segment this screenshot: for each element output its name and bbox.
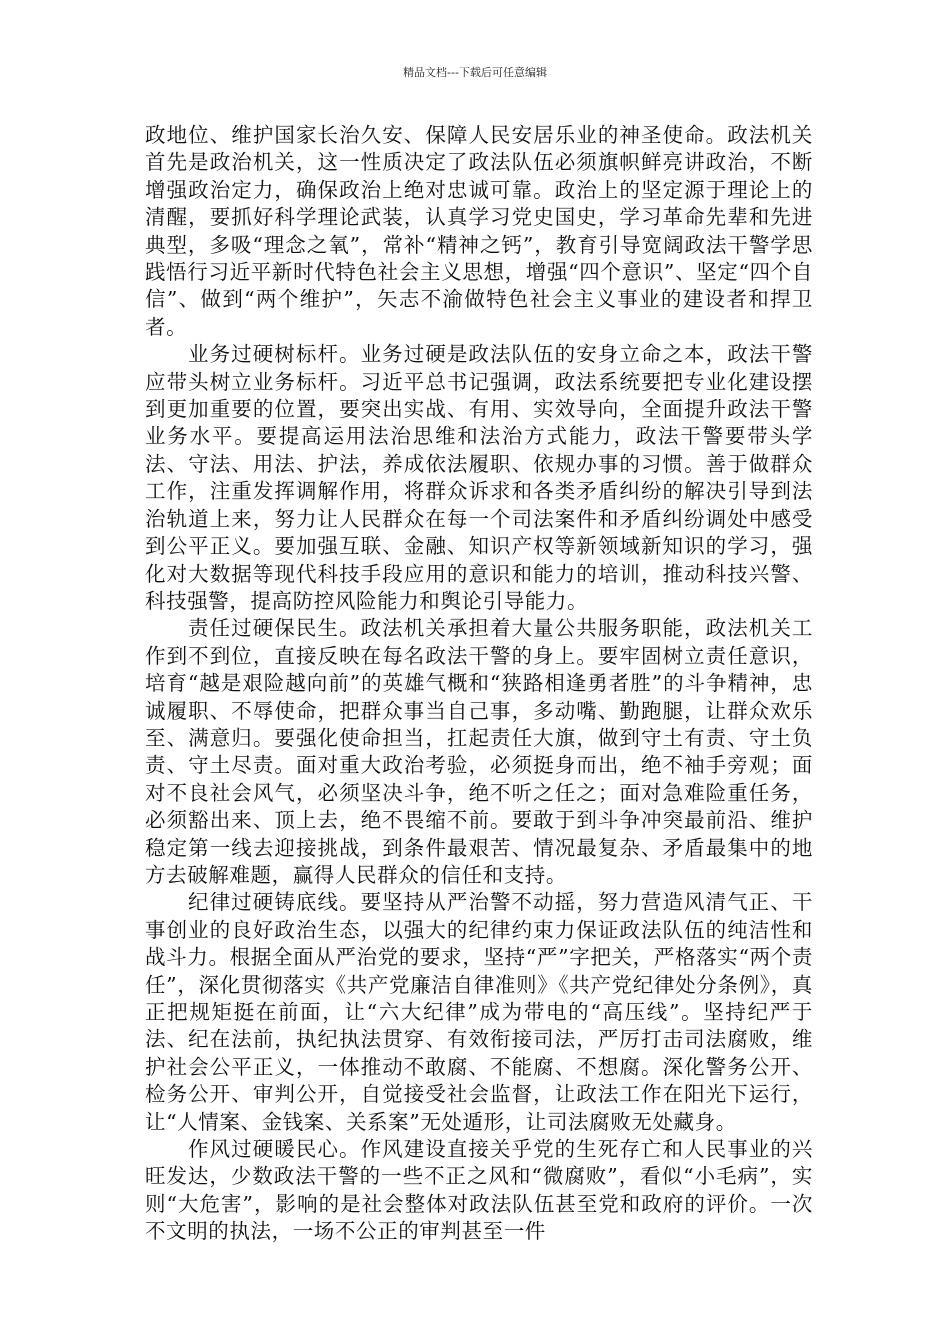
paragraph-3: 责任过硬保民生。政法机关承担着大量公共服务职能，政法机关工作到不到位，直接反映在每名政法干警的身上。要牢固树立责任意识，培育“越是艰险越向前”的英雄气概和“狭路相逢勇者胜”的斗争精神，忠诚履职、不辱使命，把群众事当自己事，多动嘴、勤跑腿，让群众欢乐至、满意归。要强化使命担当，扛起责任大旗，做到守土有责、守土负责、守土尽责。面对重大政治考验，必须挺身而出，绝不袖手旁观；面对不良社会风气，必须坚决斗争，绝不听之任之；面对急难险重任务，必须豁出来、顶上去，绝不畏缩不前。要敢于到斗争冲突最前沿、维护稳定第一线去迎接挑战，到条件最艰苦、情况最复杂、矛盾最集中的地方去破解难题，赢得人民群众的信任和支持。 [145,616,813,887]
paragraph-1: 政地位、维护国家长治久安、保障人民安居乐业的神圣使命。政法机关首先是政治机关，这一性质决定了政法队伍必须旗帜鲜亮讲政治，不断增强政治定力，确保政治上绝对忠诚可靠。政治上的坚定源于理论上的清醒，要抓好科学理论武装，认真学习党史国史，学习革命先辈和先进典型，多吸“理念之氧”，常补“精神之钙”，教育引导宽阔政法干警学思践悟行习近平新时代特色社会主义思想，增强“四个意识”、坚定“四个自信”、做到“两个维护”，矢志不渝做特色社会主义事业的建设者和捍卫者。 [145,123,813,339]
paragraph-4: 纪律过硬铸底线。要坚持从严治警不动摇，努力营造风清气正、干事创业的良好政治生态，以强大的纪律约束力保证政法队伍的纯洁性和战斗力。根据全面从严治党的要求，坚持“严”字把关，严格落实“两个责任”，深化贯彻落实《共产党廉洁自律准则》《共产党纪律处分条例》，真正把规矩挺在前面，让“六大纪律”成为带电的“高压线”。坚持纪严于法、纪在法前，执纪执法贯穿、有效衔接司法，严厉打击司法腐败，维护社会公平正义，一体推动不敢腐、不能腐、不想腐。深化警务公开、检务公开、审判公开，自觉接受社会监督，让政法工作在阳光下运行，让“人情案、金钱案、关系案”无处遁形，让司法腐败无处藏身。 [145,890,813,1134]
document-body [145,122,813,1246]
paragraph-5: 作风过硬暖民心。作风建设直接关乎党的生死存亡和人民事业的兴旺发达，少数政法干警的一些不正之风和“微腐败”，看似“小毛病”，实则“大危害”，影响的是社会整体对政法队伍甚至党和政府的评价。一次不文明的执法，一场不公正的审判甚至一件 [145,1137,813,1244]
page-header: 精品文档---下载后可任意编辑 [403,66,547,79]
paragraph-2: 业务过硬树标杆。业务过硬是政法队伍的安身立命之本，政法干警应带头树立业务标杆。习近平总书记强调，政法系统要把专业化建设摆到更加重要的位置，要突出实战、有用、实效导向，全面提升政法干警业务水平。要提高运用法治思维和法治方式能力，政法干警要带头学法、守法、用法、护法，养成依法履职、依规办事的习惯。善于做群众工作，注重发挥调解作用，将群众诉求和各类矛盾纠纷的解决引导到法治轨道上来，努力让人民群众在每一个司法案件和矛盾纠纷调处中感受到公平正义。要加强互联、金融、知识产权等新领域新知识的学习，强化对大数据等现代科技手段应用的意识和能力的培训，推动科技兴警、科技强警，提高防控风险能力和舆论引导能力。 [145,342,813,613]
